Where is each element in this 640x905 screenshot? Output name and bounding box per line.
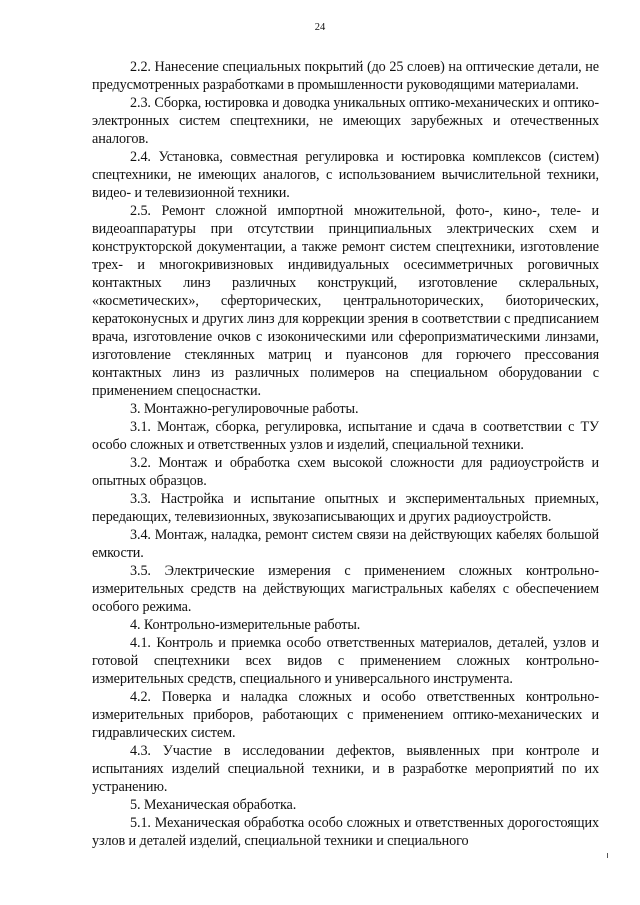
paragraph-5-1: 5.1. Механическая обработка особо сложных и ответственных дорогостоящих узлов и деталей изделий, специальной техники и специального: [92, 815, 599, 849]
section-heading-4: 4. Контрольно-измерительные работы.: [130, 617, 361, 633]
paragraph-4-3: 4.3. Участие в исследовании дефектов, выявленных при контроле и испытаниях изделий специальной техники, и в разработке мероприятий по их устранению.: [92, 743, 599, 795]
paragraph-3-3: 3.3. Настройка и испытание опытных и экспериментальных приемных, передающих, телевизионных, звукозаписывающих и других радиоустройств.: [92, 491, 599, 525]
paragraph-2-4: 2.4. Установка, совместная регулировка и юстировка комплексов (систем) спецтехники, не имеющих аналогов, с использованием вычислительной техники, видео- и телевизионной техники.: [92, 149, 599, 201]
page-number: 24: [314, 22, 326, 33]
section-heading-5: 5. Механическая обработка.: [130, 797, 297, 813]
scan-mark: [607, 853, 608, 858]
section-heading-3: 3. Монтажно-регулировочные работы.: [130, 401, 359, 417]
paragraph-3-1: 3.1. Монтаж, сборка, регулировка, испытание и сдача в соответствии с ТУ особо сложных и ответственных узлов и изделий, специальной техники.: [92, 419, 599, 453]
paragraph-3-4: 3.4. Монтаж, наладка, ремонт систем связи на действующих кабелях большой емкости.: [92, 527, 599, 561]
paragraph-2-5: 2.5. Ремонт сложной импортной множительной, фото-, кино-, теле- и видеоаппаратуры при отсутствии принципиальных электрических схем и конструкторской документации, а также ремонт систем спецтехники, изготовление трех- и многокривизновых индивидуальных осесимметричных роговичных контактных линз различных конструкций, изготовление склеральных, «косметических», сферторических, центральноторических, биоторических, кератоконусных и других линз для коррекции зрения в соответствии с предписанием врача, изготовление очков с изоконическими или сферопризматическими линзами, изготовление стеклянных матриц и пуансонов для горючего прессования контактных линз из различных полимеров на специальном оборудовании с применением спецоснастки.: [92, 203, 599, 399]
paragraph-2-2: 2.2. Нанесение специальных покрытий (до 25 слоев) на оптические детали, не предусмотренных разработками в промышленности руководящими материалами.: [92, 59, 599, 93]
paragraph-3-5: 3.5. Электрические измерения с применением сложных контрольно-измерительных средств на действующих магистральных кабелях с обеспечением особого режима.: [92, 563, 599, 615]
paragraph-4-1: 4.1. Контроль и приемка особо ответственных материалов, деталей, узлов и готовой спецтехники всех видов с применением сложных контрольно-измерительных средств, специального и универсального инструмента.: [92, 635, 599, 687]
paragraph-3-2: 3.2. Монтаж и обработка схем высокой сложности для радиоустройств и опытных образцов.: [92, 455, 599, 489]
document-body: [92, 58, 599, 850]
paragraph-2-3: 2.3. Сборка, юстировка и доводка уникальных оптико-механических и оптико-электронных систем спецтехники, не имеющих зарубежных и отечественных аналогов.: [92, 95, 599, 147]
paragraph-4-2: 4.2. Поверка и наладка сложных и особо ответственных контрольно-измерительных приборов, работающих с применением оптико-механических и гидравлических систем.: [92, 689, 599, 741]
